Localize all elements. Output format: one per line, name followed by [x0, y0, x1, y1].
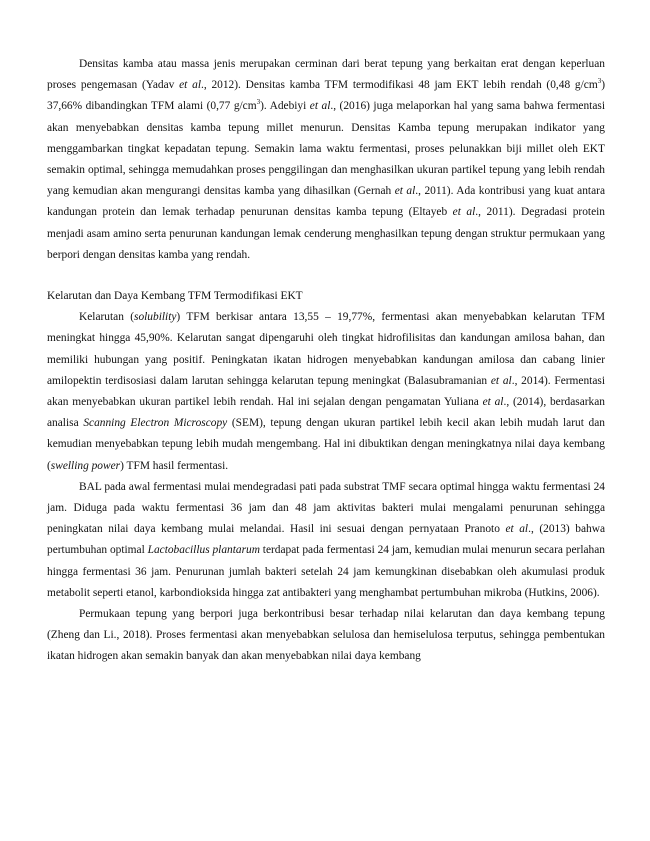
- paragraph-bal-fermentation: BAL pada awal fermentasi mulai mendegradasi pati pada substrat TMF secara optimal hingga waktu fermentasi 24 jam. Diduga pada waktu fermentasi 36 jam dan 48 jam aktivitas bakteri mulai mengalami penurunan sehingga peningkatan nilai daya kembang mulai melandai. Hasil ini sesuai dengan pernyataan Pranoto et al., (2013) bahwa pertumbuhan optimal Lactobacillus plantarum terdapat pada fermentasi 24 jam, kemudian mulai menurun secara perlahan hingga fermentasi 36 jam. Penurunan jumlah bakteri setelah 24 jam kemungkinan disebabkan oleh akumulasi produk metabolit seperti etanol, karbondioksida hingga zat antibakteri yang menghambat pertumbuhan mikroba (Hutkins, 2006).: [47, 480, 605, 599]
- paragraph-bulk-density: Densitas kamba atau massa jenis merupakan cerminan dari berat tepung yang berkaitan erat dengan keperluan proses pengemasan (Yadav et al., 2012). Densitas kamba TFM termodifikasi 48 jam EKT lebih rendah (0,48 $g/cm^3$) 37,66% dibandingkan TFM alami (0,77 $g/cm^3$). Adebiyi et al., (2016) juga melaporkan hal yang sama bahwa fermentasi akan menyebabkan densitas kamba tepung millet menurun. Densitas Kamba tepung merupakan indikator yang menggambarkan tingkat kepadatan tepung. Semakin lama waktu fermentasi, proses pelunakkan biji millet oleh EKT semakin optimal, sehingga memudahkan proses penggilingan dan menghasilkan ukuran partikel tepung yang lebih rendah yang kemudian akan mengurangi densitas kamba yang dihasilkan (Gernah et al., 2011). Ada kontribusi yang kuat antara kandungan protein dan lemak terhadap penurunan densitas kamba tepung (Eltayeb et al., 2011). Degradasi protein menjadi asam amino serta penurunan kandungan lemak cenderung menghasilkan tepung dengan struktur permukaan yang berpori dengan densitas kamba yang rendah.: [47, 58, 605, 261]
- paragraph-solubility: Kelarutan (solubility) TFM berkisar antara 13,55 – 19,77%, fermentasi akan menyebabkan kelarutan TFM meningkat hingga 45,90%. Kelarutan sangat dipengaruhi oleh tingkat hidrofilisitas dan kandungan amilosa bahan, dan memiliki hubungan yang positif. Peningkatan ikatan hidrogen menyebabkan kandungan amilosa dan cabang linier amilopektin terdisosiasi dalam larutan sehingga kelarutan tepung meningkat (Balasubramanian et al., 2014). Fermentasi akan menyebabkan ukuran partikel lebih rendah. Hal ini sejalan dengan pengamatan Yuliana et al., (2014), berdasarkan analisa Scanning Electron Microscopy (SEM), tepung dengan ukuran partikel lebih kecil akan lebih mudah larut dan kemudian menyebabkan tepung lebih mudah mengembang. Hal ini dibuktikan dengan meningkatnya nilai daya kembang (swelling power) TFM hasil fermentasi.: [47, 311, 605, 472]
- document-page: [47, 54, 605, 668]
- paragraph-porous-surface: Permukaan tepung yang berpori juga berkontribusi besar terhadap nilai kelarutan dan daya kembang tepung (Zheng dan Li., 2018). Proses fermentasi akan menyebabkan selulosa dan hemiselulosa terputus, sehingga pembentukan ikatan hidrogen akan semakin banyak dan akan menyebabkan nilai daya kembang: [47, 608, 605, 663]
- section-heading: Kelarutan dan Daya Kembang TFM Termodifikasi EKT: [47, 290, 303, 303]
